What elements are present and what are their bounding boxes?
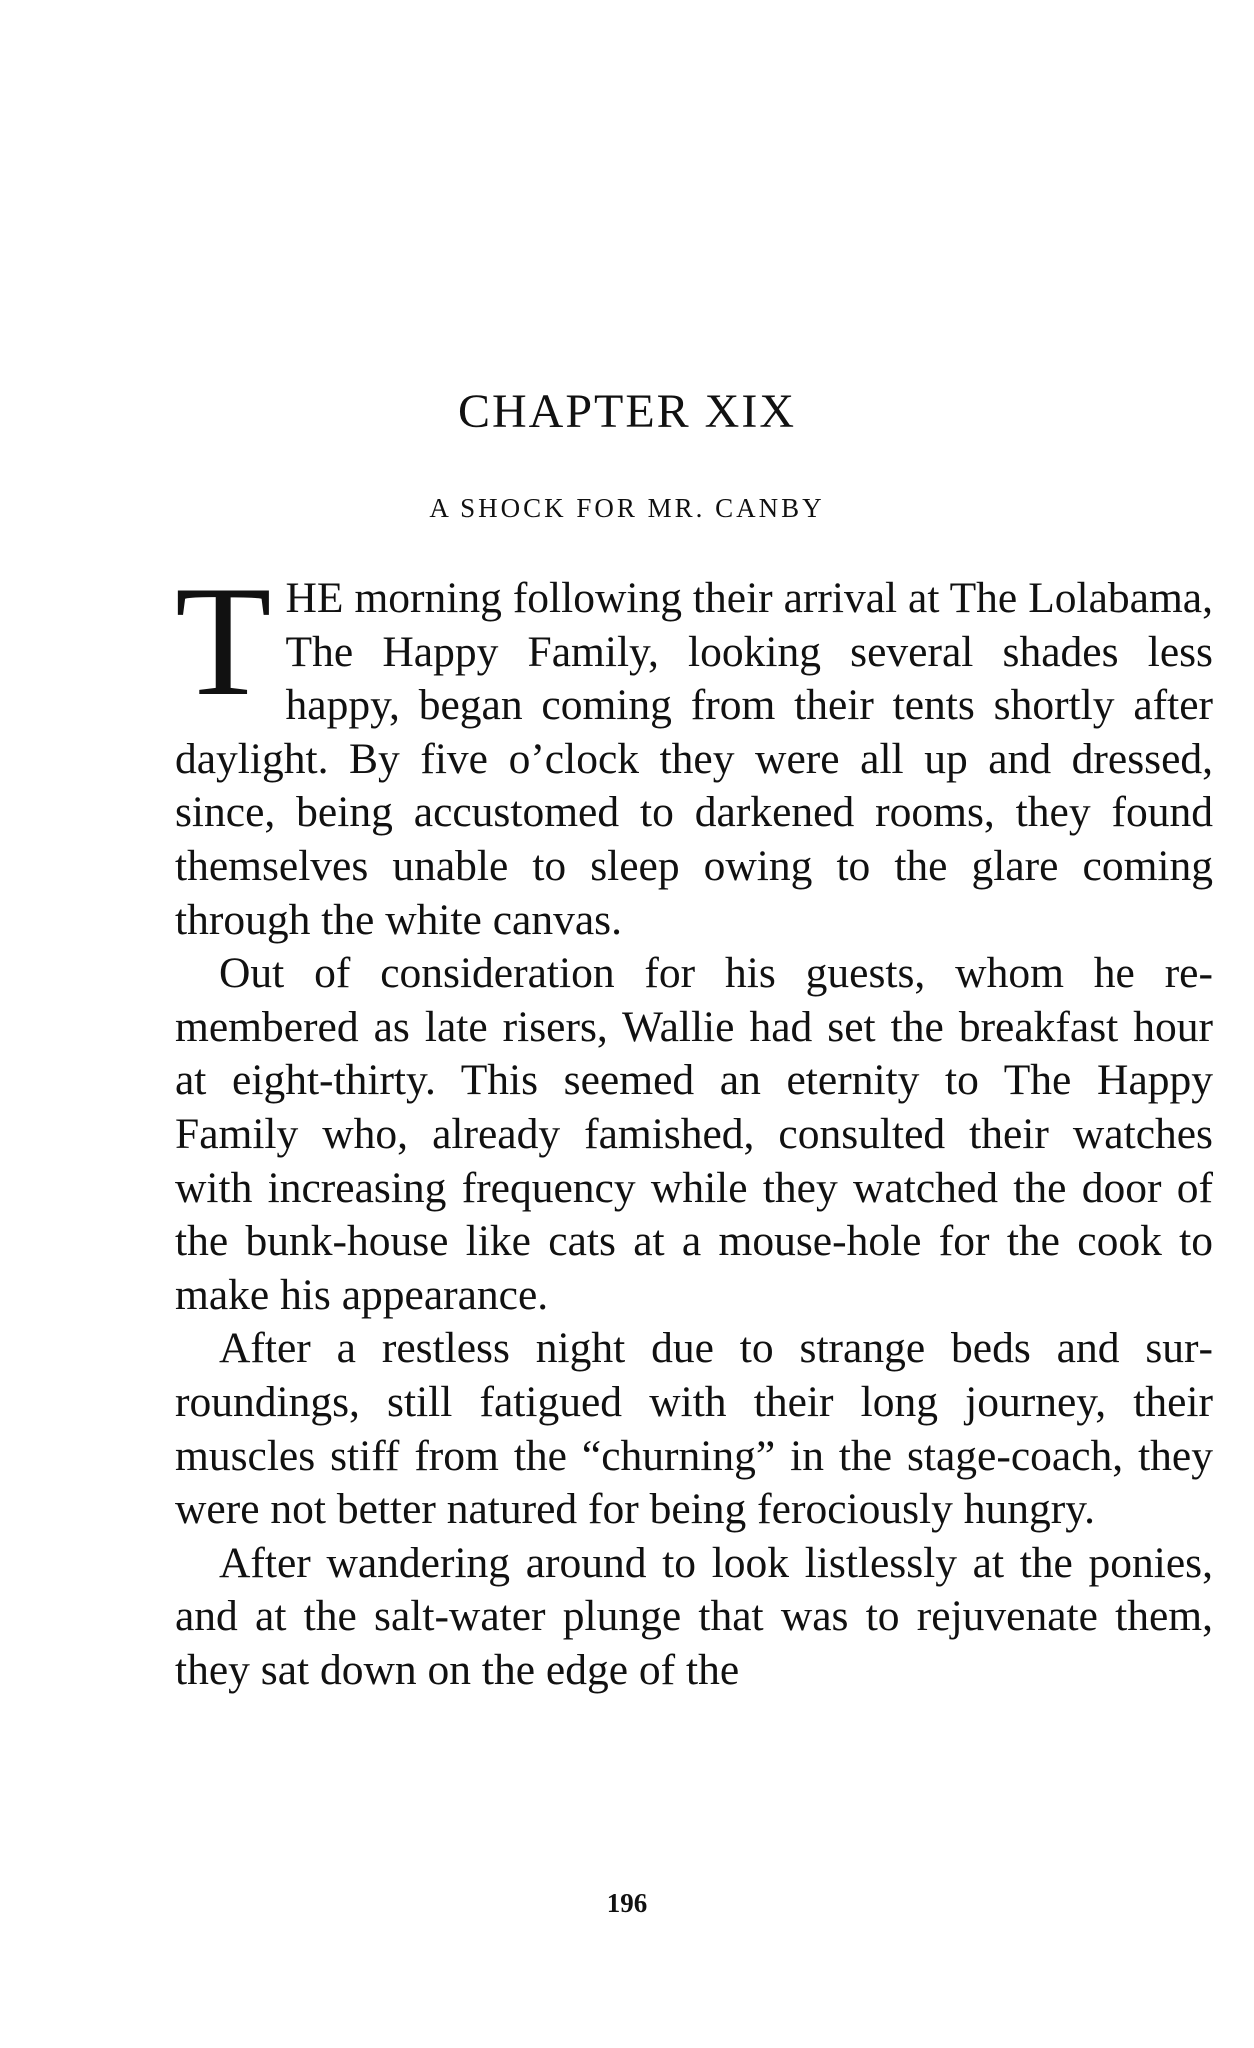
chapter-subtitle: A SHOCK FOR MR. CANBY: [429, 493, 825, 523]
chapter-body: [175, 554, 1213, 1697]
paragraph-4: After wandering around to look listlessly at the ponies, and at the salt-water plunge that was to rejuvenate them, they sat down on the edge of the: [175, 1538, 1213, 1694]
paragraph-3: After a restless night due to strange beds and surroundings, still fatigued with their long journey, their muscles stiff from the “churning” in the stage-coach, they were not better natured for being ferociously hungry.: [175, 1324, 1213, 1534]
paragraph-1-text: HE morning following their arrival at The Lolabama, The Happy Family, looking several shades less happy, began coming from their tents shortly after daylight. By five o’clock they were all up and dressed, since, being accustomed to darkened rooms, they found themselves unable to sleep owing to the glare coming through the white canvas.: [175, 574, 1213, 944]
chapter-title: CHAPTER XIX: [457, 385, 796, 438]
paragraph-1: [175, 554, 1213, 947]
drop-cap: T: [175, 554, 272, 729]
paragraph-2: Out of consideration for his guests, whom he remembered as late risers, Wallie had set the breakfast hour at eight-thirty. This seemed an eternity to The Happy Family who, already famished, consulted their watches with increasing frequency while they watched the door of the bunk-house like cats at a mouse-hole for the cook to make his appearance.: [175, 949, 1213, 1319]
page-number: 196: [606, 1888, 648, 1918]
